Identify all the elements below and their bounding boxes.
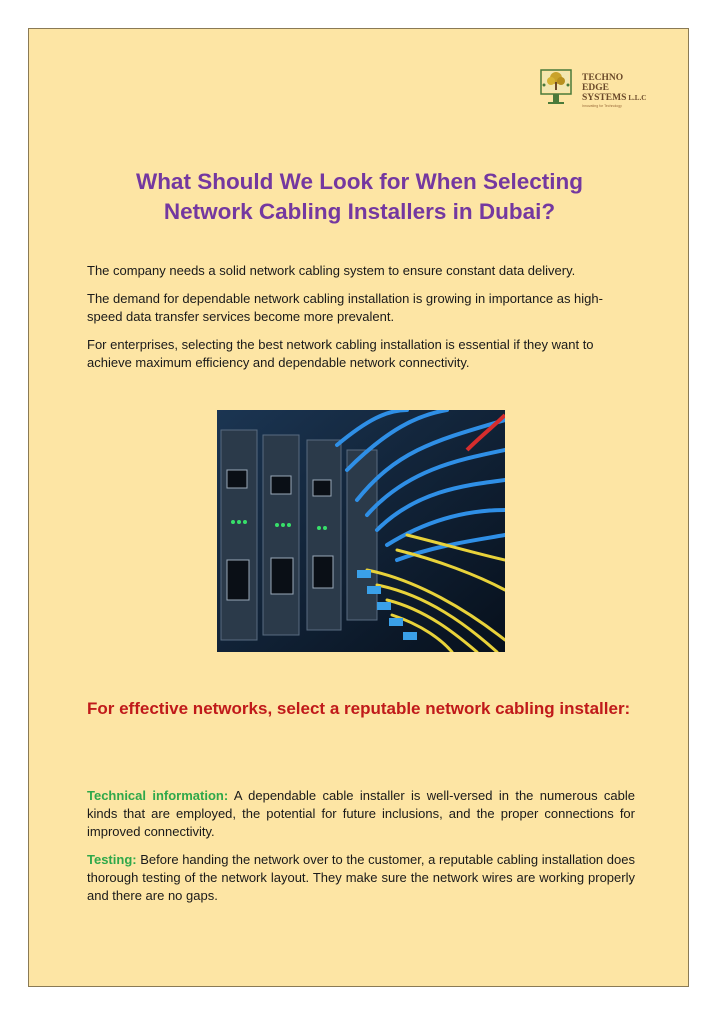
logo-wordmark xyxy=(582,73,646,103)
logo-suffix: L.L.C xyxy=(628,94,647,102)
item-text: Before handing the network over to the customer, a reputable cabling installation does thorough testing of the network layout. They make sure the network wires are working properly and there are no gaps. xyxy=(87,852,635,903)
item-testing xyxy=(87,851,635,905)
item-technical-information xyxy=(87,787,635,841)
tree-monitor-logo-icon xyxy=(540,69,580,113)
intro-paragraph-3: For enterprises, selecting the best network cabling installation is essential if they want to achieve maximum efficiency and dependable network connectivity. xyxy=(87,337,594,370)
page-title-line-2: Network Cabling Installers in Dubai? xyxy=(163,199,556,224)
logo-tagline: Innovating for Technology xyxy=(582,104,622,108)
section-heading: For effective networks, select a reputable network cabling installer: xyxy=(87,699,631,718)
item-label: Testing: xyxy=(87,852,137,867)
company-logo xyxy=(540,51,650,117)
logo-line-2: EDGE xyxy=(582,83,609,93)
item-label: Technical information: xyxy=(87,788,229,803)
item-text: A dependable cable installer is well-versed in the numerous cable kinds that are employed, the potential for future inclusions, and the proper connections for improved connectivity. xyxy=(87,788,635,839)
intro-paragraph-1: The company needs a solid network cabling system to ensure constant data delivery. xyxy=(87,263,576,278)
intro-paragraph-2: The demand for dependable network cabling installation is growing in importance as high-speed data transfer services become more prevalent. xyxy=(87,291,603,324)
logo-line-3: SYSTEMS L.L.C xyxy=(582,93,647,103)
page-title-line-1: What Should We Look for When Selecting xyxy=(135,169,584,194)
network-cabling-photo xyxy=(217,410,505,652)
document-page xyxy=(28,28,689,987)
page-title xyxy=(29,167,690,227)
logo-line-1: TECHNO xyxy=(582,73,624,83)
